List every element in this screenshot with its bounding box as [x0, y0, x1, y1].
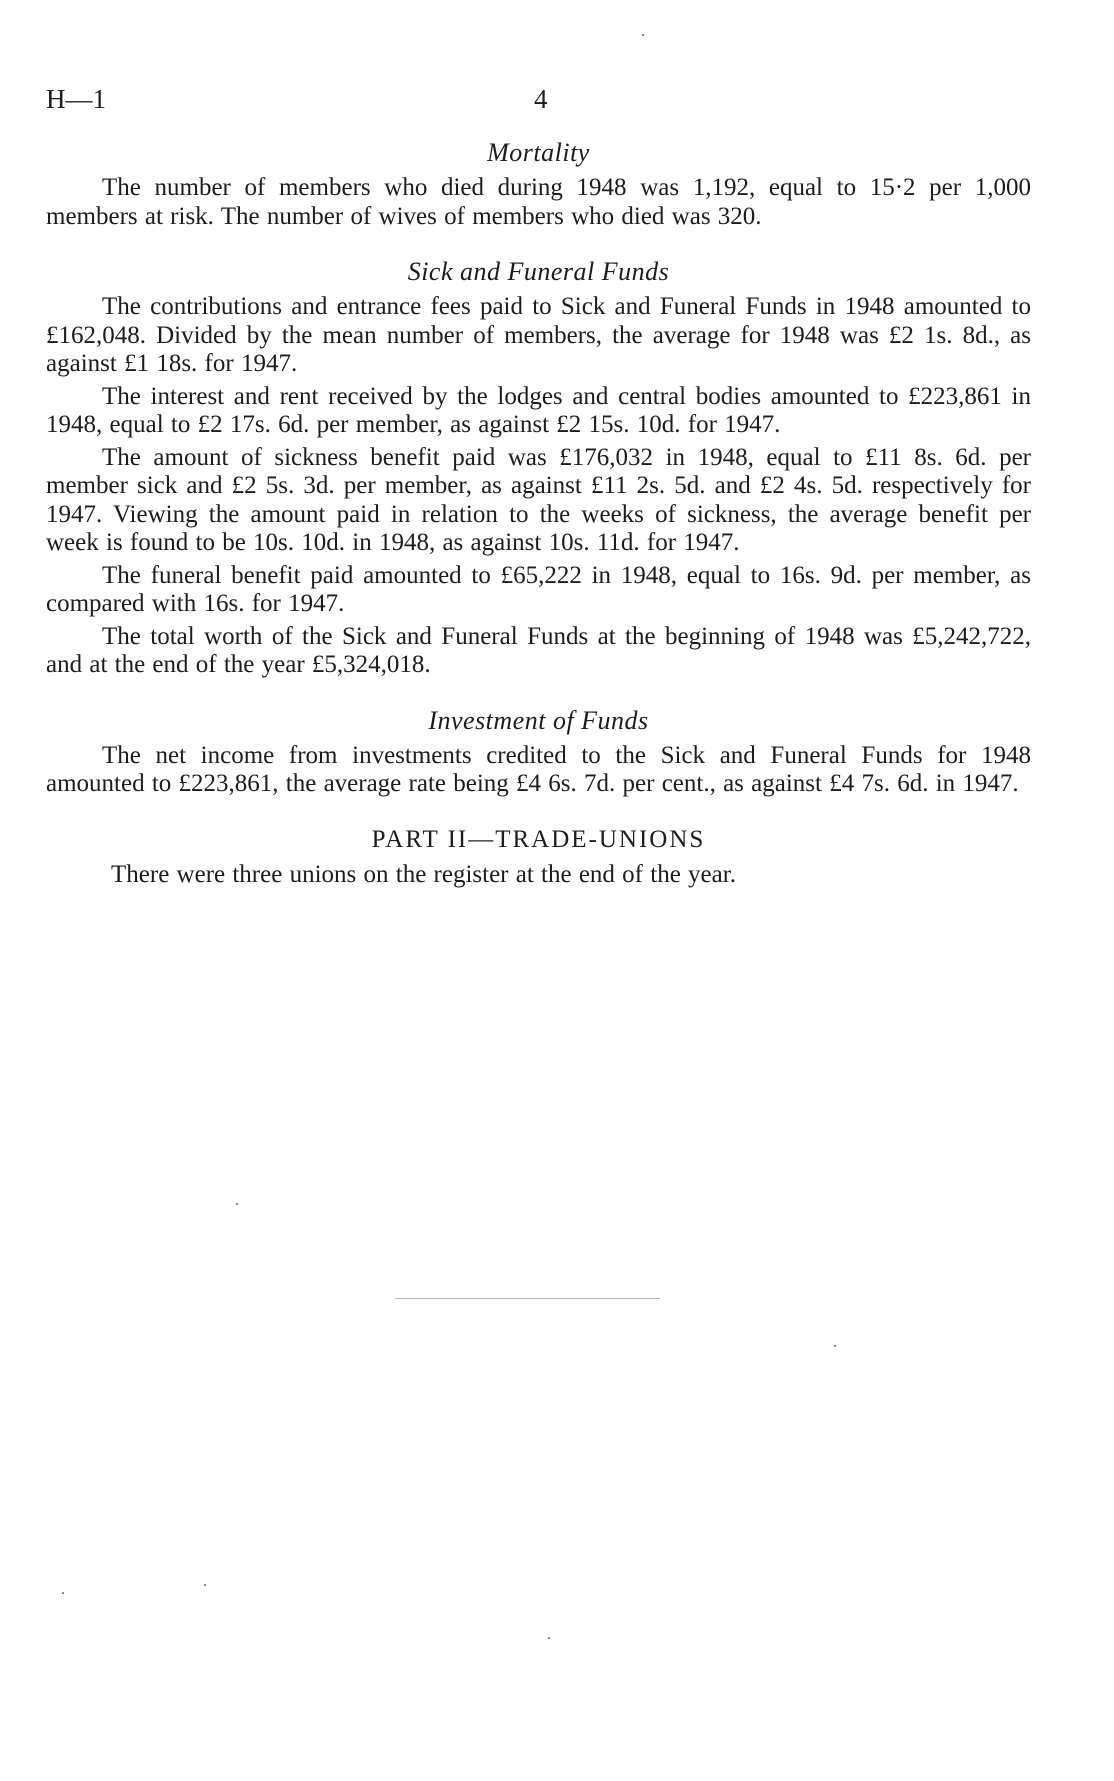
scan-speck: [548, 1637, 550, 1639]
paragraph: The net income from investments credited to the Sick and Funeral Funds for 1948 amounted to £223,861, the average rate being £4 6s. 7d. per cent., as against £4 7s. 6d. in 1947.: [46, 741, 1031, 797]
scan-speck: [642, 34, 644, 36]
page-number: 4: [534, 84, 548, 114]
paragraph: There were three unions on the register at the end of the year.: [111, 860, 736, 888]
section-heading: Mortality: [487, 138, 590, 167]
section-heading: Investment of Funds: [428, 705, 649, 735]
paragraph: The funeral benefit paid amounted to £65,222 in 1948, equal to 16s. 9d. per member, as compared with 16s. for 1947.: [46, 561, 1031, 617]
page-body: [46, 138, 1031, 915]
scan-speck: [834, 1345, 836, 1347]
section-investment-of-funds: [46, 706, 1031, 799]
document-code: H—1: [46, 84, 106, 114]
paragraph: The interest and rent received by the lodges and central bodies amounted to £223,861 in 1948, equal to £2 17s. 6d. per member, as against £2 15s. 10d. for 1947.: [46, 382, 1031, 438]
scan-speck: [236, 1203, 238, 1205]
scan-speck: [62, 1592, 64, 1594]
running-header: [46, 84, 1026, 114]
paragraph: The amount of sickness benefit paid was £176,032 in 1948, equal to £11 8s. 6d. per member sick and £2 5s. 3d. per member, as against £11 2s. 5d. and £2 4s. 5d. respectively for 1947. Viewing the amount paid in relation to the weeks of sickness, the average benefit per week is found to be 10s. 10d. in 1948, as against 10s. 11d. for 1947.: [46, 443, 1031, 556]
section-heading: Sick and Funeral Funds: [407, 257, 670, 286]
part-heading: PART II—TRADE-UNIONS: [371, 825, 706, 853]
section-mortality: [46, 138, 1031, 231]
scan-speck: [395, 1298, 660, 1299]
scan-speck: [204, 1584, 206, 1586]
section-part-two: [46, 825, 1031, 890]
paragraph: The total worth of the Sick and Funeral Funds at the beginning of 1948 was £5,242,722, and at the end of the year £5,324,018.: [46, 622, 1031, 678]
section-sick-funeral-funds: [46, 257, 1031, 680]
paragraph: The contributions and entrance fees paid to Sick and Funeral Funds in 1948 amounted to £162,048. Divided by the mean number of members, the average for 1948 was £2 1s. 8d., as against £1 18s. for 1947.: [46, 293, 1031, 377]
paragraph: The number of members who died during 1948 was 1,192, equal to 15·2 per 1,000 members at risk. The number of wives of members who died was 320.: [46, 174, 1031, 230]
